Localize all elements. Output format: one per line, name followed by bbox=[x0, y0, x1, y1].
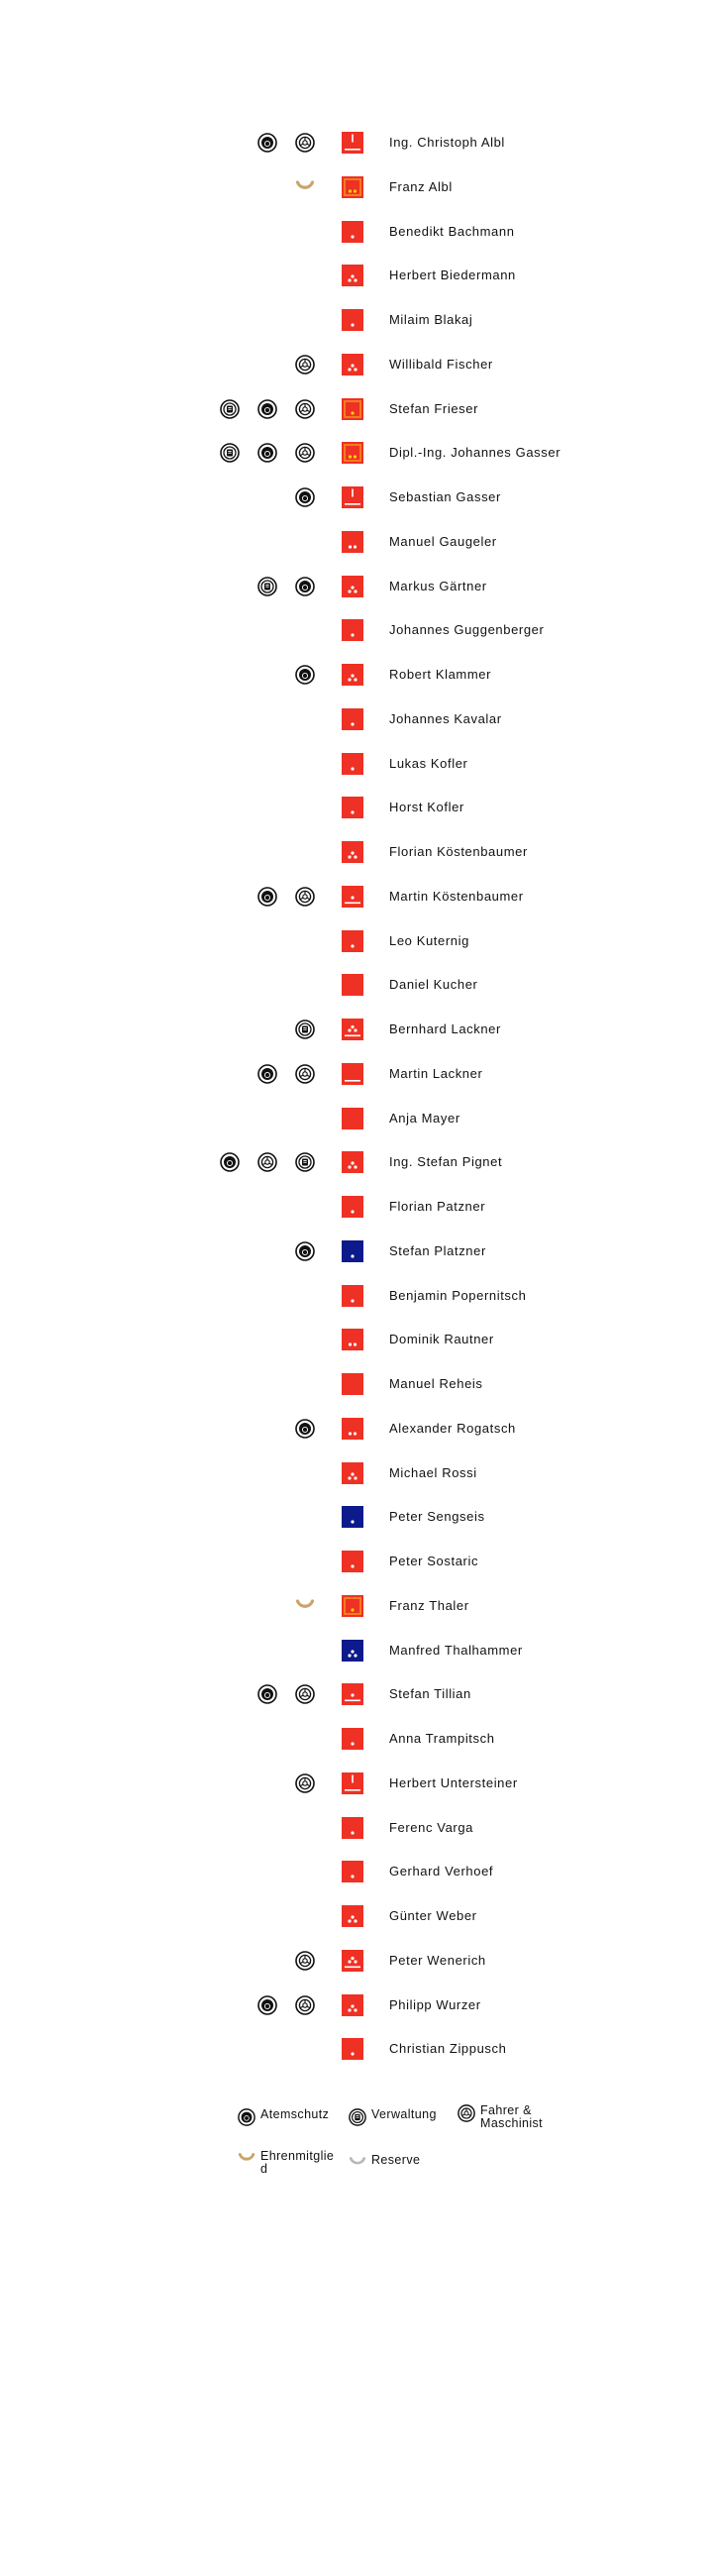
member-row bbox=[0, 1850, 713, 1893]
rank-insignia-icon bbox=[342, 1108, 363, 1129]
rank-insignia-icon bbox=[342, 309, 363, 331]
member-name: Leo Kuternig bbox=[389, 932, 469, 948]
member-name: Peter Wenerich bbox=[389, 1952, 486, 1968]
rank-insignia-icon bbox=[342, 1373, 363, 1395]
legend-label-reserve: Reserve bbox=[371, 2153, 421, 2167]
verwaltung-icon bbox=[220, 443, 240, 463]
member-name: Gerhard Verhoef bbox=[389, 1864, 494, 1879]
member-name: Manfred Thalhammer bbox=[389, 1642, 523, 1658]
member-row bbox=[0, 1495, 713, 1539]
rank-insignia-icon bbox=[342, 797, 363, 818]
member-row bbox=[0, 254, 713, 297]
member-name: Christian Zippusch bbox=[389, 2041, 507, 2057]
member-row bbox=[0, 1052, 713, 1096]
member-row bbox=[0, 1939, 713, 1983]
fahrer-icon bbox=[295, 1951, 315, 1971]
rank-insignia-icon bbox=[342, 1728, 363, 1750]
member-name: Anna Trampitsch bbox=[389, 1731, 495, 1746]
atemschutz-icon bbox=[220, 1152, 240, 1172]
member-row bbox=[0, 1230, 713, 1273]
rank-insignia-icon bbox=[342, 1772, 363, 1794]
reserve-icon bbox=[349, 2154, 366, 2172]
member-row bbox=[0, 919, 713, 963]
rank-insignia-icon bbox=[342, 1329, 363, 1350]
rank-insignia-icon bbox=[342, 974, 363, 996]
member-row bbox=[0, 1894, 713, 1938]
rank-insignia-icon bbox=[342, 132, 363, 154]
member-name: Florian Köstenbaumer bbox=[389, 844, 528, 859]
atemschutz-icon bbox=[257, 1995, 277, 2015]
rank-insignia-icon bbox=[342, 1905, 363, 1927]
member-name: Manuel Reheis bbox=[389, 1376, 483, 1391]
member-name: Horst Kofler bbox=[389, 800, 464, 815]
member-row bbox=[0, 1318, 713, 1361]
fahrer-icon bbox=[295, 1773, 315, 1793]
rank-insignia-icon bbox=[342, 753, 363, 775]
fahrer-icon bbox=[458, 2104, 475, 2122]
member-row bbox=[0, 698, 713, 741]
member-name: Stefan Frieser bbox=[389, 400, 479, 416]
rank-insignia-icon bbox=[342, 176, 363, 198]
member-row bbox=[0, 653, 713, 697]
member-row bbox=[0, 431, 713, 475]
rank-insignia-icon bbox=[342, 354, 363, 376]
member-row bbox=[0, 1672, 713, 1716]
member-row bbox=[0, 1806, 713, 1850]
member-row bbox=[0, 875, 713, 918]
member-row bbox=[0, 1717, 713, 1761]
rank-insignia-icon bbox=[342, 1196, 363, 1218]
atemschutz-icon bbox=[295, 1419, 315, 1439]
member-row bbox=[0, 1140, 713, 1184]
member-row bbox=[0, 1185, 713, 1229]
fahrer-icon bbox=[295, 399, 315, 419]
rank-insignia-icon bbox=[342, 619, 363, 641]
ehren-icon bbox=[295, 1596, 315, 1616]
member-name: Benedikt Bachmann bbox=[389, 223, 515, 239]
legend-label-atemschutz: Atemschutz bbox=[260, 2107, 330, 2121]
fahrer-icon bbox=[295, 1064, 315, 1084]
member-row bbox=[0, 1097, 713, 1140]
member-row bbox=[0, 830, 713, 874]
member-name: Stefan Tillian bbox=[389, 1686, 471, 1702]
member-row bbox=[0, 786, 713, 829]
member-row bbox=[0, 520, 713, 564]
member-row bbox=[0, 1407, 713, 1450]
atemschutz-icon bbox=[295, 665, 315, 685]
member-name: Martin Köstenbaumer bbox=[389, 888, 524, 904]
rank-insignia-icon bbox=[342, 442, 363, 464]
atemschutz-icon bbox=[257, 399, 277, 419]
member-row bbox=[0, 298, 713, 342]
rank-insignia-icon bbox=[342, 1950, 363, 1972]
rank-insignia-icon bbox=[342, 1019, 363, 1040]
rank-insignia-icon bbox=[342, 1063, 363, 1085]
member-row bbox=[0, 1629, 713, 1672]
rank-insignia-icon bbox=[342, 1240, 363, 1262]
member-name: Ing. Christoph Albl bbox=[389, 135, 505, 150]
rank-insignia-icon bbox=[342, 886, 363, 908]
member-name: Anja Mayer bbox=[389, 1110, 460, 1126]
member-name: Michael Rossi bbox=[389, 1464, 477, 1480]
legend-label-verwaltung: Verwaltung bbox=[371, 2107, 437, 2121]
rank-insignia-icon bbox=[342, 1640, 363, 1662]
member-name: Herbert Biedermann bbox=[389, 268, 516, 283]
rank-insignia-icon bbox=[342, 1285, 363, 1307]
member-row bbox=[0, 121, 713, 164]
legend-item-reserve bbox=[349, 2154, 420, 2172]
fahrer-icon bbox=[295, 133, 315, 153]
member-name: Benjamin Popernitsch bbox=[389, 1287, 527, 1303]
rank-insignia-icon bbox=[342, 1683, 363, 1705]
member-name: Sebastian Gasser bbox=[389, 489, 501, 504]
atemschutz-icon bbox=[295, 487, 315, 507]
atemschutz-icon bbox=[257, 1684, 277, 1704]
member-name: Peter Sostaric bbox=[389, 1554, 479, 1568]
member-name: Ing. Stefan Pignet bbox=[389, 1154, 503, 1170]
member-name: Willibald Fischer bbox=[389, 356, 493, 372]
member-name: Alexander Rogatsch bbox=[389, 1420, 516, 1436]
rank-insignia-icon bbox=[342, 1817, 363, 1839]
rank-insignia-icon bbox=[342, 486, 363, 508]
member-name: Johannes Kavalar bbox=[389, 710, 502, 726]
member-name: Peter Sengseis bbox=[389, 1509, 485, 1525]
member-name: Martin Lackner bbox=[389, 1065, 483, 1081]
member-row bbox=[0, 1762, 713, 1805]
member-name: Markus Gärtner bbox=[389, 578, 487, 593]
legend-label-fahrer: Fahrer & Maschinist bbox=[480, 2103, 544, 2130]
verwaltung-icon bbox=[295, 1020, 315, 1039]
atemschutz-icon bbox=[295, 1241, 315, 1261]
verwaltung-icon bbox=[295, 1152, 315, 1172]
legend-item-verwaltung bbox=[349, 2108, 437, 2126]
member-name: Franz Albl bbox=[389, 178, 453, 194]
member-row bbox=[0, 343, 713, 386]
rank-insignia-icon bbox=[342, 708, 363, 730]
rank-insignia-icon bbox=[342, 265, 363, 286]
member-row bbox=[0, 387, 713, 431]
rank-insignia-icon bbox=[342, 1151, 363, 1173]
member-row bbox=[0, 742, 713, 786]
legend-item-ehren bbox=[238, 2150, 340, 2176]
member-row bbox=[0, 608, 713, 652]
rank-insignia-icon bbox=[342, 221, 363, 243]
member-name: Günter Weber bbox=[389, 1908, 477, 1923]
atemschutz-icon bbox=[257, 887, 277, 907]
verwaltung-icon bbox=[257, 577, 277, 596]
rank-insignia-icon bbox=[342, 1595, 363, 1617]
member-name: Stefan Platzner bbox=[389, 1242, 486, 1258]
atemschutz-icon bbox=[257, 1064, 277, 1084]
member-name: Robert Klammer bbox=[389, 667, 492, 682]
rank-insignia-icon bbox=[342, 398, 363, 420]
member-row bbox=[0, 1451, 713, 1495]
member-name: Franz Thaler bbox=[389, 1597, 469, 1613]
member-row bbox=[0, 1008, 713, 1051]
member-name: Daniel Kucher bbox=[389, 977, 478, 993]
member-name: Philipp Wurzer bbox=[389, 1996, 481, 2012]
rank-insignia-icon bbox=[342, 1551, 363, 1572]
verwaltung-icon bbox=[349, 2108, 366, 2126]
member-name: Dipl.-Ing. Johannes Gasser bbox=[389, 445, 561, 461]
atemschutz-icon bbox=[257, 133, 277, 153]
fahrer-icon bbox=[295, 443, 315, 463]
member-row bbox=[0, 165, 713, 209]
rank-insignia-icon bbox=[342, 1418, 363, 1440]
fahrer-icon bbox=[295, 355, 315, 375]
rank-insignia-icon bbox=[342, 664, 363, 686]
fahrer-icon bbox=[257, 1152, 277, 1172]
member-name: Bernhard Lackner bbox=[389, 1021, 501, 1036]
member-row bbox=[0, 1984, 713, 2027]
atemschutz-icon bbox=[238, 2108, 255, 2126]
rank-insignia-icon bbox=[342, 930, 363, 952]
legend-item-fahrer bbox=[458, 2104, 558, 2130]
fahrer-icon bbox=[295, 1684, 315, 1704]
legend-item-atemschutz bbox=[238, 2108, 329, 2126]
member-row bbox=[0, 476, 713, 519]
member-row bbox=[0, 2027, 713, 2071]
rank-insignia-icon bbox=[342, 1861, 363, 1882]
member-name: Dominik Rautner bbox=[389, 1332, 494, 1347]
rank-insignia-icon bbox=[342, 1994, 363, 2016]
member-name: Herbert Untersteiner bbox=[389, 1774, 518, 1790]
member-row bbox=[0, 963, 713, 1007]
ehren-icon bbox=[238, 2150, 255, 2168]
rank-insignia-icon bbox=[342, 2038, 363, 2060]
legend bbox=[238, 2100, 574, 2190]
member-row bbox=[0, 1540, 713, 1583]
verwaltung-icon bbox=[220, 399, 240, 419]
member-row bbox=[0, 1362, 713, 1406]
member-name: Manuel Gaugeler bbox=[389, 533, 497, 549]
member-name: Milaim Blakaj bbox=[389, 312, 473, 327]
member-name: Florian Patzner bbox=[389, 1199, 486, 1214]
member-row bbox=[0, 1274, 713, 1318]
atemschutz-icon bbox=[257, 443, 277, 463]
rank-insignia-icon bbox=[342, 841, 363, 863]
member-row bbox=[0, 1584, 713, 1628]
member-name: Lukas Kofler bbox=[389, 755, 468, 771]
fahrer-icon bbox=[295, 1995, 315, 2015]
member-name: Ferenc Varga bbox=[389, 1819, 473, 1835]
ehren-icon bbox=[295, 177, 315, 197]
member-row bbox=[0, 565, 713, 608]
rank-insignia-icon bbox=[342, 576, 363, 597]
rank-insignia-icon bbox=[342, 1462, 363, 1484]
rank-insignia-icon bbox=[342, 1506, 363, 1528]
member-name: Johannes Guggenberger bbox=[389, 622, 545, 638]
legend-label-ehren: Ehrenmitglied bbox=[260, 2149, 335, 2176]
member-row bbox=[0, 210, 713, 254]
atemschutz-icon bbox=[295, 577, 315, 596]
fahrer-icon bbox=[295, 887, 315, 907]
rank-insignia-icon bbox=[342, 531, 363, 553]
